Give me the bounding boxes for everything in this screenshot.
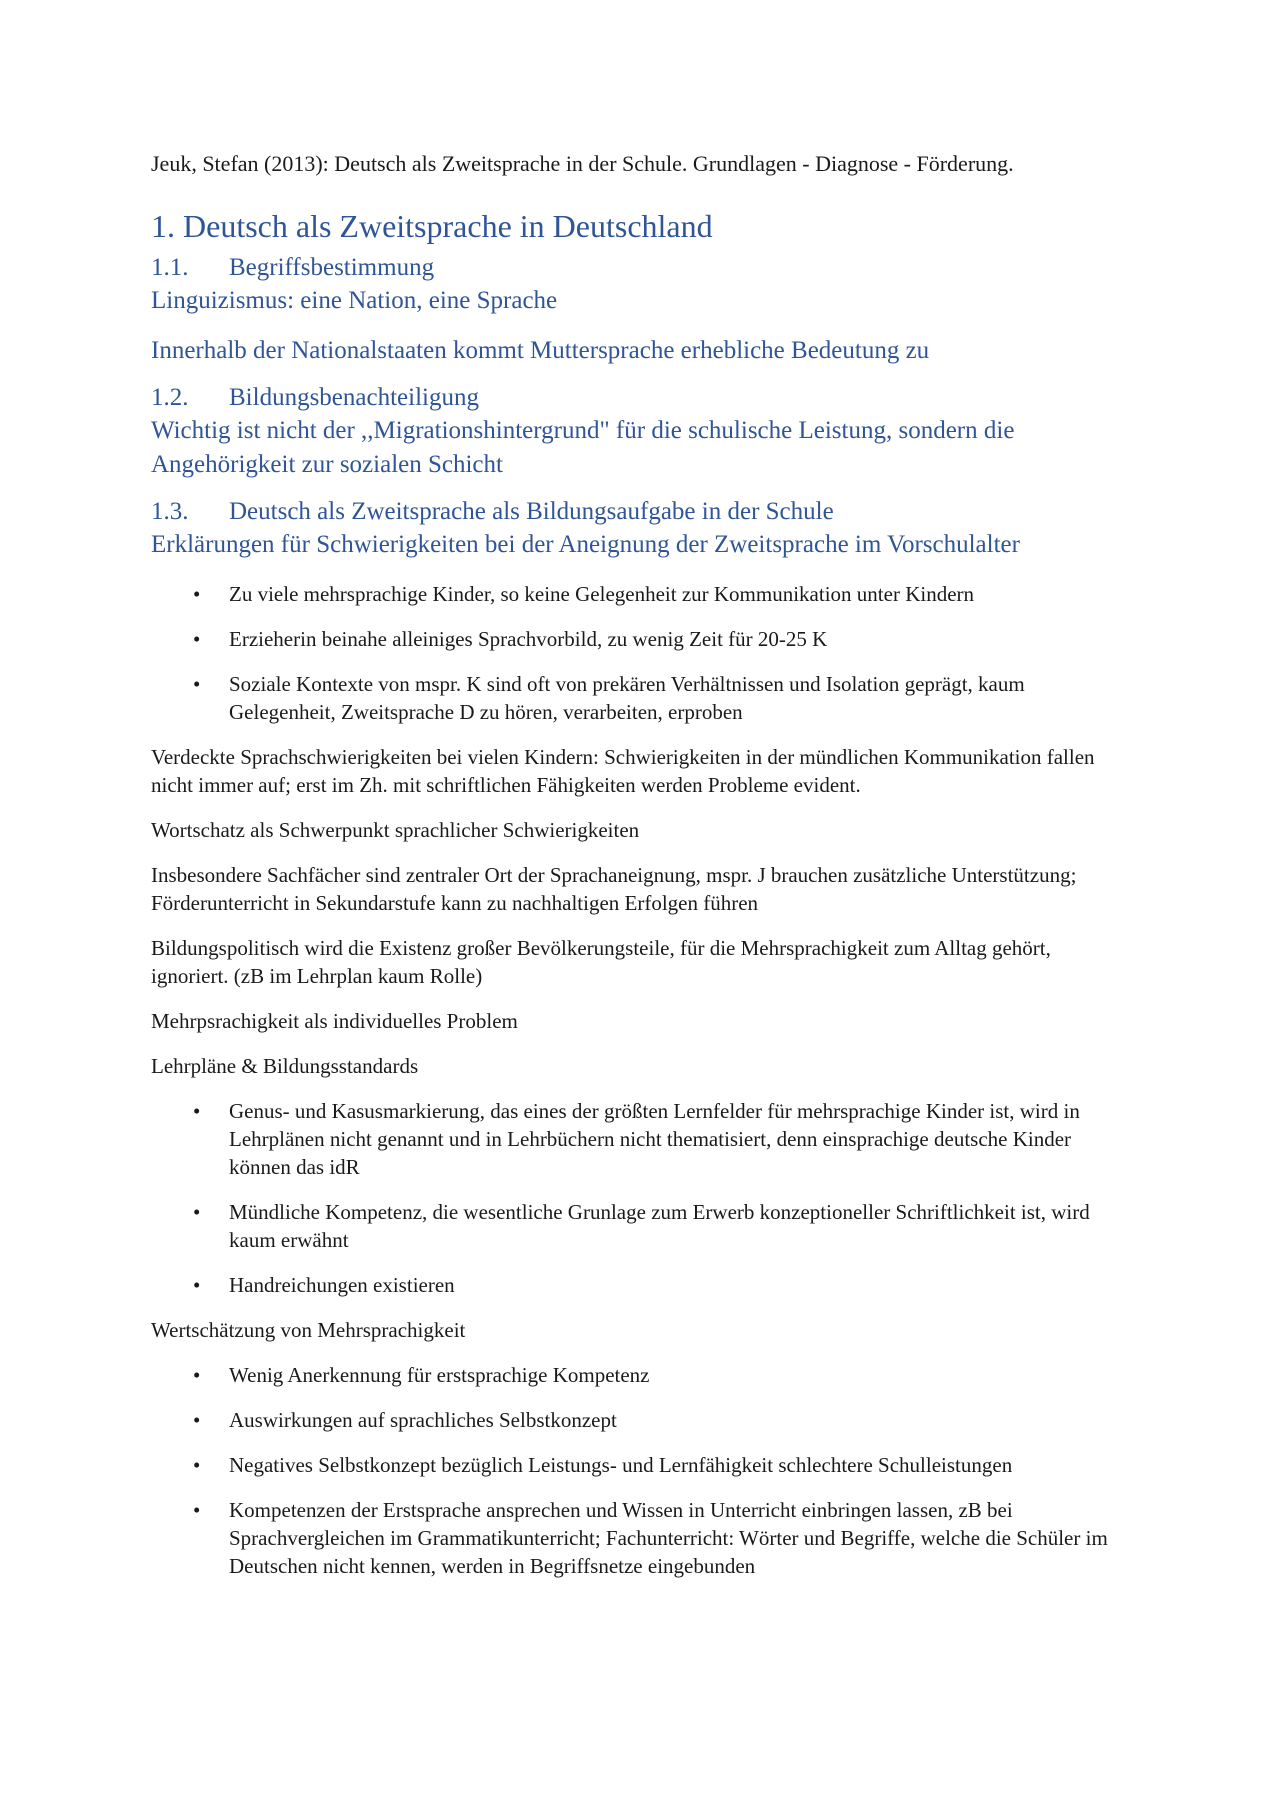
list-item-text: Wenig Anerkennung für erstsprachige Kompetenz	[229, 1363, 650, 1387]
bullet-icon: •	[193, 1200, 201, 1224]
list-item-text: Negatives Selbstkonzept bezüglich Leistungs- und Lernfähigkeit schlechtere Schulleistungen	[229, 1453, 1013, 1477]
list-item	[151, 1451, 1131, 1479]
heading-title: Begriffsbestimmung	[229, 254, 435, 281]
citation: Jeuk, Stefan (2013): Deutsch als Zweitsprache in der Schule. Grundlagen - Diagnose - Förderung.	[151, 151, 1014, 176]
list-item-text: Genus- und Kasusmarkierung, das eines der größten Lernfelder für mehrsprachige Kinder ist, wird in Lehrplänen nicht genannt und in Lehrbüchern nicht thematisiert, denn einsprachige deutsche Kinder können das idR	[229, 1099, 1080, 1179]
heading-1-2	[151, 382, 1131, 414]
bullet-list-1	[151, 580, 1131, 726]
paragraph: Insbesondere Sachfächer sind zentraler Ort der Sprachaneignung, mspr. J brauchen zusätzliche Unterstützung; Förderunterricht in Sekundarstufe kann zu nachhaltigen Erfolgen führen	[151, 863, 1077, 915]
heading-number: 1.1.	[151, 254, 189, 281]
list-item	[151, 670, 1131, 726]
section-1-2-line: Wichtig ist nicht der ,,Migrationshintergrund" für die schulische Leistung, sondern die Angehörigkeit zur sozialen Schicht	[151, 417, 1015, 478]
list-item-text: Erzieherin beinahe alleiniges Sprachvorbild, zu wenig Zeit für 20-25 K	[229, 627, 828, 651]
list-item	[151, 580, 1131, 608]
bullet-icon: •	[193, 1363, 201, 1387]
heading-number: 1.3.	[151, 498, 189, 525]
list-item	[151, 1198, 1131, 1254]
bullet-icon: •	[193, 1408, 201, 1432]
heading-title: Bildungsbenachteiligung	[229, 384, 479, 411]
heading-1: 1. Deutsch als Zweitsprache in Deutschland	[151, 208, 713, 244]
list-item-text: Soziale Kontexte von mspr. K sind oft von prekären Verhältnissen und Isolation geprägt, kaum Gelegenheit, Zweitsprache D zu hören, verarbeiten, erproben	[229, 672, 1025, 724]
paragraph: Mehrpsrachigkeit als individuelles Problem	[151, 1009, 518, 1033]
list-item-text: Mündliche Kompetenz, die wesentliche Grunlage zum Erwerb konzeptioneller Schriftlichkeit ist, wird kaum erwähnt	[229, 1200, 1090, 1252]
bullet-icon: •	[193, 1099, 201, 1123]
bullet-list-2	[151, 1097, 1131, 1299]
heading-title: Deutsch als Zweitsprache als Bildungsaufgabe in der Schule	[229, 498, 834, 525]
bullet-list-3	[151, 1361, 1131, 1580]
list-item-text: Handreichungen existieren	[229, 1273, 455, 1297]
paragraph: Verdeckte Sprachschwierigkeiten bei vielen Kindern: Schwierigkeiten in der mündlichen Kommunikation fallen nicht immer auf; erst im Zh. mit schriftlichen Fähigkeiten werden Probleme evident.	[151, 745, 1095, 797]
bullet-icon: •	[193, 672, 201, 696]
list-item-text: Auswirkungen auf sprachliches Selbstkonzept	[229, 1408, 617, 1432]
heading-1-1	[151, 252, 1131, 284]
list-item	[151, 1496, 1131, 1580]
list-item	[151, 625, 1131, 653]
document-body	[151, 150, 1131, 1597]
paragraph: Wortschatz als Schwerpunkt sprachlicher Schwierigkeiten	[151, 818, 640, 842]
paragraph: Bildungspolitisch wird die Existenz großer Bevölkerungsteile, für die Mehrsprachigkeit zum Alltag gehört, ignoriert. (zB im Lehrplan kaum Rolle)	[151, 936, 1051, 988]
section-1-1-line-2: Innerhalb der Nationalstaaten kommt Muttersprache erhebliche Bedeutung zu	[151, 337, 930, 364]
section-1-3-line: Erklärungen für Schwierigkeiten bei der Aneignung der Zweitsprache im Vorschulalter	[151, 531, 1020, 558]
list-item-text: Kompetenzen der Erstsprache ansprechen und Wissen in Unterricht einbringen lassen, zB bei Sprachvergleichen im Grammatikunterricht; Fachunterricht: Wörter und Begriffe, welche die Schüler im Deutschen nicht kennen, werden in Begriffsnetze eingebunden	[229, 1498, 1108, 1578]
bullet-icon: •	[193, 1273, 201, 1297]
heading-number: 1.2.	[151, 384, 189, 411]
paragraph: Wertschätzung von Mehrsprachigkeit	[151, 1318, 466, 1342]
section-1-1-line-1: Linguizismus: eine Nation, eine Sprache	[151, 287, 558, 314]
list-item	[151, 1097, 1131, 1181]
bullet-icon: •	[193, 627, 201, 651]
bullet-icon: •	[193, 1498, 201, 1522]
list-item	[151, 1361, 1131, 1389]
heading-1-3	[151, 496, 1131, 528]
list-item	[151, 1271, 1131, 1299]
list-item-text: Zu viele mehrsprachige Kinder, so keine Gelegenheit zur Kommunikation unter Kindern	[229, 582, 975, 606]
bullet-icon: •	[193, 582, 201, 606]
paragraph: Lehrpläne & Bildungsstandards	[151, 1054, 419, 1078]
bullet-icon: •	[193, 1453, 201, 1477]
list-item	[151, 1406, 1131, 1434]
